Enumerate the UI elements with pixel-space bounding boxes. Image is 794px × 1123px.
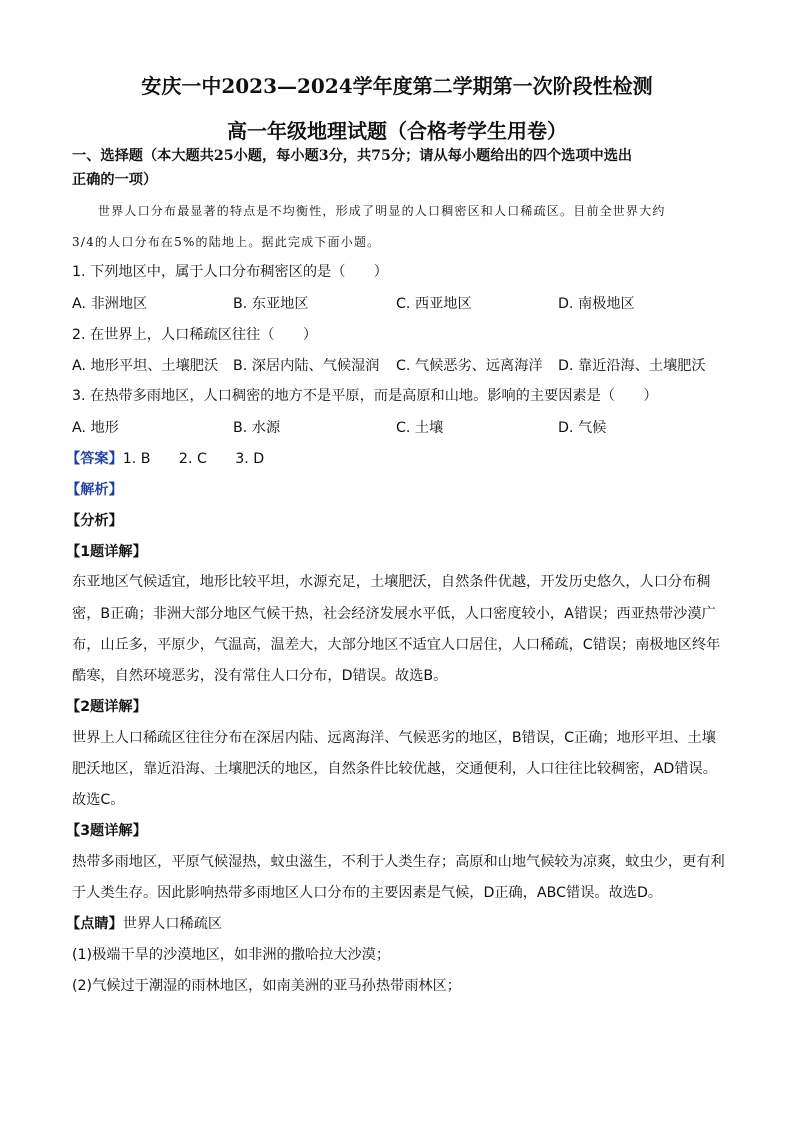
q1-detail-line2: 密，B正确；非洲大部分地区气候干热，社会经济发展水平低，人口密度较小，A错误；西亚热带沙漠广: [72, 606, 716, 622]
question-2-option-a: A. 地形平坦、土壤肥沃: [72, 358, 219, 374]
question-3-stem: 3. 在热带多雨地区，人口稠密的地方不是平原，而是高原和山地。影响的主要因素是（ ）: [72, 388, 658, 404]
question-3-option-d: D. 气候: [558, 420, 607, 436]
q2-detail-line1: 世界上人口稀疏区往往分布在深居内陆、远离海洋、气候恶劣的地区，B错误，C正确；地形平坦、土壤: [72, 730, 716, 746]
answer-line: [66, 449, 264, 469]
q1-detail-line3: 布，山丘多，平原少，气温高，温差大，大部分地区不适宜人口居住，人口稀疏，C错误；南极地区终年: [72, 637, 721, 653]
question-1-stem: 1. 下列地区中，属于人口分布稠密区的是（ ）: [72, 264, 388, 280]
q2-detail-label: 【2题详解】: [66, 699, 147, 715]
tip-item-1: (1)极端干旱的沙漠地区，如非洲的撒哈拉大沙漠；: [72, 947, 391, 963]
doc-title-line2: 高一年级地理试题（合格考学生用卷）: [227, 119, 567, 143]
q3-detail-line2: 于人类生存。因此影响热带多雨地区人口分布的主要因素是气候，D正确，ABC错误。故选D。: [72, 885, 663, 901]
question-3-option-b: B. 水源: [233, 420, 281, 436]
tip-label: 【点睛】: [66, 916, 123, 932]
question-2-stem: 2. 在世界上，人口稀疏区往往（ ）: [72, 327, 318, 343]
passage-line1: 世界人口分布最显著的特点是不均衡性，形成了明显的人口稠密区和人口稀疏区。目前全世界大约: [98, 204, 666, 218]
q1-detail-line1: 东亚地区气候适宜，地形比较平坦，水源充足，土壤肥沃，自然条件优越，开发历史悠久，人口分布稠: [72, 574, 711, 590]
question-3-option-c: C. 土壤: [396, 420, 444, 436]
section-heading-line2: 正确的一项）: [72, 172, 158, 188]
analysis-label: 【解析】: [66, 482, 123, 498]
q1-detail-label: 【1题详解】: [66, 544, 147, 560]
q3-detail-label: 【3题详解】: [66, 823, 147, 839]
question-2-option-b: B. 深居内陆、气候湿润: [233, 358, 380, 374]
question-3-option-a: A. 地形: [72, 420, 119, 436]
q3-detail-line1: 热带多雨地区，平原气候湿热，蚊虫滋生，不利于人类生存；高原和山地气候较为凉爽，蚊虫少，更有利: [72, 854, 725, 870]
question-1-option-b: B. 东亚地区: [233, 296, 309, 312]
doc-title-line1: 安庆一中2023—2024学年度第二学期第一次阶段性检测: [141, 74, 653, 98]
q2-detail-line2: 肥沃地区，靠近沿海、土壤肥沃的地区，自然条件比较优越，交通便利，人口往往比较稠密，AD错误。: [72, 761, 717, 777]
fenxi-label: 【分析】: [66, 513, 123, 529]
question-1-option-a: A. 非洲地区: [72, 296, 148, 312]
question-1-option-c: C. 西亚地区: [396, 296, 472, 312]
question-2-option-d: D. 靠近沿海、土壤肥沃: [558, 358, 706, 374]
q1-detail-line4: 酷寒，自然环境恶劣，没有常住人口分布，D错误。故选B。: [72, 668, 448, 684]
section-heading-line1: 一、选择题（本大题共25小题，每小题3分，共75分；请从每小题给出的四个选项中选出: [72, 148, 633, 164]
tip-item-2: (2)气候过于潮湿的雨林地区，如南美洲的亚马孙热带雨林区；: [72, 978, 461, 994]
question-2-option-c: C. 气候恶劣、远离海洋: [396, 358, 543, 374]
answer-text: 1. B 2. C 3. D: [122, 451, 265, 467]
passage-line2: 3/4的人口分布在5%的陆地上。据此完成下面小题。: [72, 235, 381, 249]
tip-title: 世界人口稀疏区: [122, 916, 223, 932]
question-1-option-d: D. 南极地区: [558, 296, 635, 312]
tip-line: [66, 914, 222, 934]
q2-detail-line3: 故选C。: [72, 792, 125, 808]
answer-label: 【答案】: [66, 451, 123, 467]
